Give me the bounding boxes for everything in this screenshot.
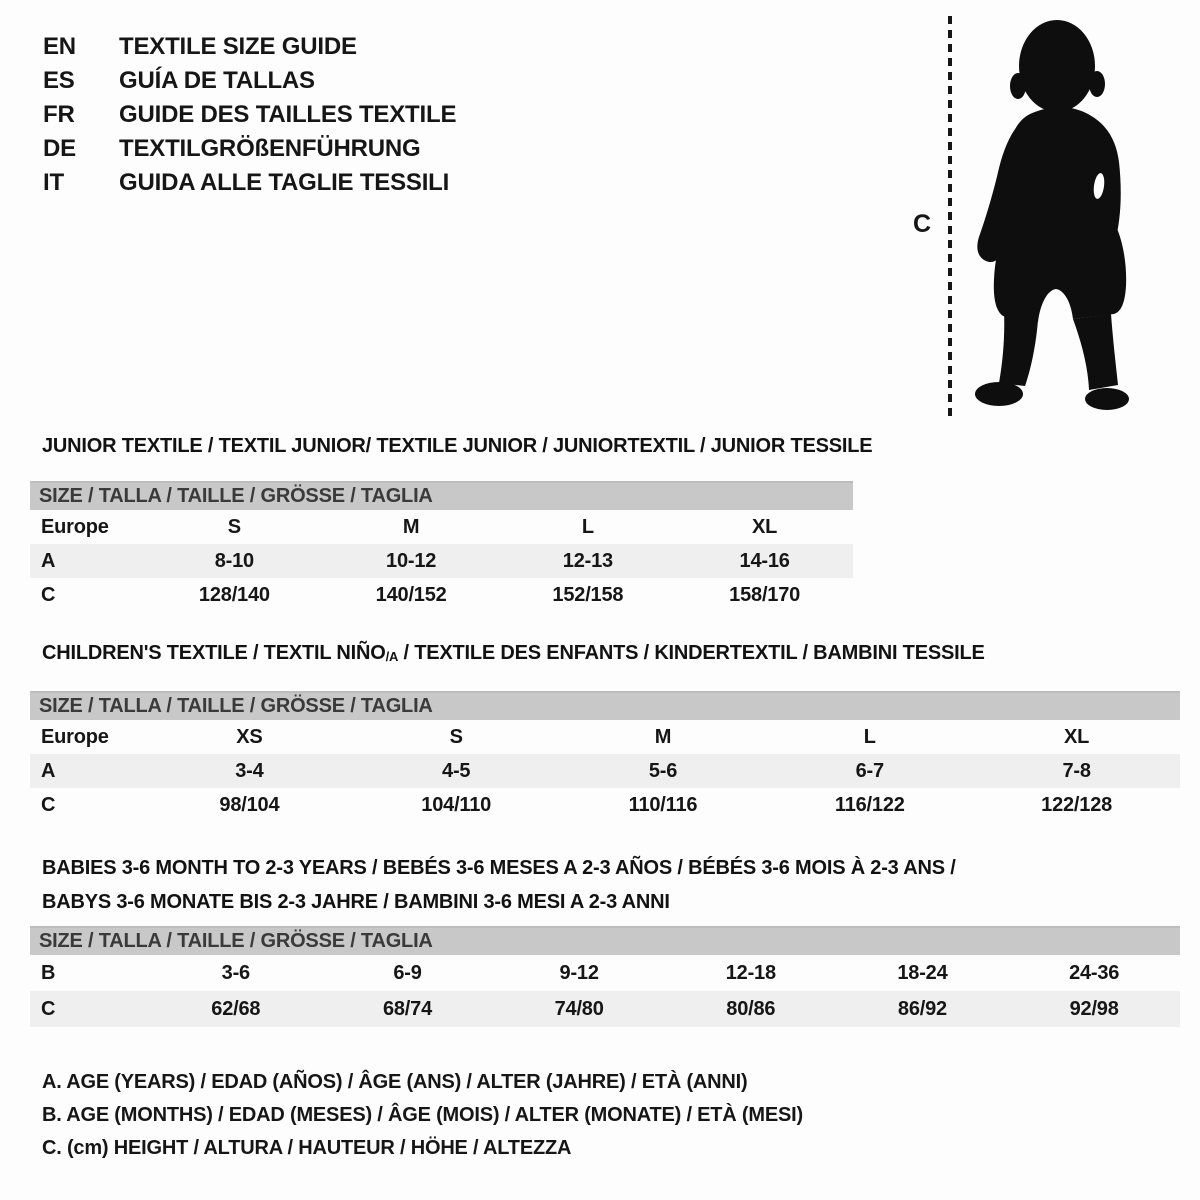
- table-cell: 122/128: [1041, 793, 1113, 816]
- size-header-bar: SIZE / TALLA / TAILLE / GRÖSSE / TAGLIA: [30, 691, 1180, 720]
- table-cell: 80/86: [726, 997, 776, 1020]
- toddler-silhouette: [960, 14, 1142, 420]
- height-marker-label: C: [913, 210, 931, 238]
- table-cell: L: [581, 515, 594, 538]
- table-cell: 14-16: [739, 549, 790, 572]
- language-code: DE: [43, 135, 76, 162]
- size-header-bar: SIZE / TALLA / TAILLE / GRÖSSE / TAGLIA: [30, 926, 1180, 955]
- language-label: TEXTILGRÖßENFÜHRUNG: [119, 135, 421, 162]
- table-cell: 3-6: [221, 961, 250, 984]
- table-cell: 18-24: [897, 961, 948, 984]
- language-row-es: [43, 64, 456, 98]
- legend-line-c: C. (cm) HEIGHT / ALTURA / HAUTEUR / HÖHE / ALTEZZA: [42, 1137, 572, 1159]
- table-cell: S: [449, 725, 463, 748]
- table-cell: 152/158: [552, 583, 624, 606]
- table-cell: 128/140: [198, 583, 270, 606]
- table-cell: L: [863, 725, 876, 748]
- language-label: TEXTILE SIZE GUIDE: [119, 33, 357, 60]
- table-cell: XL: [752, 515, 778, 538]
- babies-section-title: [42, 851, 956, 919]
- language-label: GUIDE DES TAILLES TEXTILE: [119, 101, 457, 128]
- table-cell: 74/80: [554, 997, 604, 1020]
- babies-title-line1: BABIES 3-6 MONTH TO 2-3 YEARS / BEBÉS 3-6 MESES A 2-3 AÑOS / BÉBÉS 3-6 MOIS À 2-3 ANS /: [42, 857, 956, 879]
- table-cell: 12-13: [562, 549, 613, 572]
- legend-line-a: A. AGE (YEARS) / EDAD (AÑOS) / ÂGE (ANS) / ALTER (JAHRE) / ETÀ (ANNI): [42, 1071, 748, 1093]
- row-label: A: [41, 759, 56, 782]
- language-code: ES: [43, 67, 75, 94]
- table-cell: 140/152: [375, 583, 447, 606]
- language-code: EN: [43, 33, 76, 60]
- table-cell: 7-8: [1062, 759, 1091, 782]
- table-cell: XS: [236, 725, 263, 748]
- language-list: [43, 30, 456, 200]
- table-cell: 110/116: [628, 793, 698, 816]
- row-label: C: [41, 793, 56, 816]
- table-cell: 4-5: [442, 759, 471, 782]
- table-cell: 24-36: [1069, 961, 1120, 984]
- language-label: GUÍA DE TALLAS: [119, 67, 315, 94]
- table-cell: XL: [1064, 725, 1090, 748]
- row-label: Europe: [41, 515, 109, 538]
- table-cell: S: [227, 515, 241, 538]
- table-cell: 9-12: [559, 961, 599, 984]
- language-row-en: [43, 30, 456, 64]
- language-row-it: [43, 166, 456, 200]
- table-cell: 3-4: [235, 759, 264, 782]
- table-cell: 98/104: [219, 793, 280, 816]
- table-cell: 68/74: [382, 997, 433, 1020]
- table-cell: 6-7: [855, 759, 884, 782]
- table-cell: 62/68: [211, 997, 261, 1020]
- measurement-legend: [42, 1066, 803, 1165]
- table-cell: 5-6: [648, 759, 678, 782]
- table-row: [30, 788, 1180, 822]
- language-code: IT: [43, 169, 64, 196]
- table-cell: M: [654, 725, 672, 748]
- children-title-sub: /A: [385, 649, 399, 664]
- table-row: [30, 544, 853, 578]
- children-title-post: / TEXTILE DES ENFANTS / KINDERTEXTIL / BAMBINI TESSILE: [398, 642, 985, 664]
- babies-title-line2: BABYS 3-6 MONATE BIS 2-3 JAHRE / BAMBINI 3-6 MESI A 2-3 ANNI: [42, 891, 670, 913]
- children-size-table: [30, 691, 1180, 822]
- table-row: [30, 578, 853, 612]
- children-section-title: [42, 642, 985, 665]
- row-label: Europe: [41, 725, 109, 748]
- row-label: A: [41, 549, 56, 572]
- table-cell: 10-12: [386, 549, 437, 572]
- children-title-pre: CHILDREN'S TEXTILE / TEXTIL NIÑO: [42, 642, 386, 664]
- language-row-fr: [43, 98, 456, 132]
- table-cell: 104/110: [421, 793, 492, 816]
- height-measure-dashed-line: [948, 16, 952, 416]
- table-cell: 158/170: [729, 583, 801, 606]
- babies-size-table: [30, 926, 1180, 1027]
- row-label: B: [41, 961, 56, 984]
- table-cell: 12-18: [725, 961, 776, 984]
- junior-section-title: JUNIOR TEXTILE / TEXTIL JUNIOR/ TEXTILE JUNIOR / JUNIORTEXTIL / JUNIOR TESSILE: [42, 435, 873, 457]
- language-label: GUIDA ALLE TAGLIE TESSILI: [119, 169, 450, 196]
- table-cell: M: [402, 515, 420, 538]
- language-row-de: [43, 132, 456, 166]
- table-cell: 116/122: [834, 793, 905, 816]
- junior-size-table: [30, 481, 853, 612]
- table-cell: 6-9: [393, 961, 422, 984]
- table-row: [30, 720, 1180, 754]
- table-cell: 86/92: [897, 997, 947, 1020]
- size-header-bar: SIZE / TALLA / TAILLE / GRÖSSE / TAGLIA: [30, 481, 853, 510]
- table-row: [30, 754, 1180, 788]
- table-row: [30, 955, 1180, 991]
- legend-line-b: B. AGE (MONTHS) / EDAD (MESES) / ÂGE (MOIS) / ALTER (MONATE) / ETÀ (MESI): [42, 1104, 803, 1126]
- table-row: [30, 991, 1180, 1027]
- table-cell: 8-10: [214, 549, 254, 572]
- table-cell: 92/98: [1069, 997, 1119, 1020]
- row-label: C: [41, 997, 56, 1020]
- row-label: C: [41, 583, 56, 606]
- language-code: FR: [43, 101, 75, 128]
- table-row: [30, 510, 853, 544]
